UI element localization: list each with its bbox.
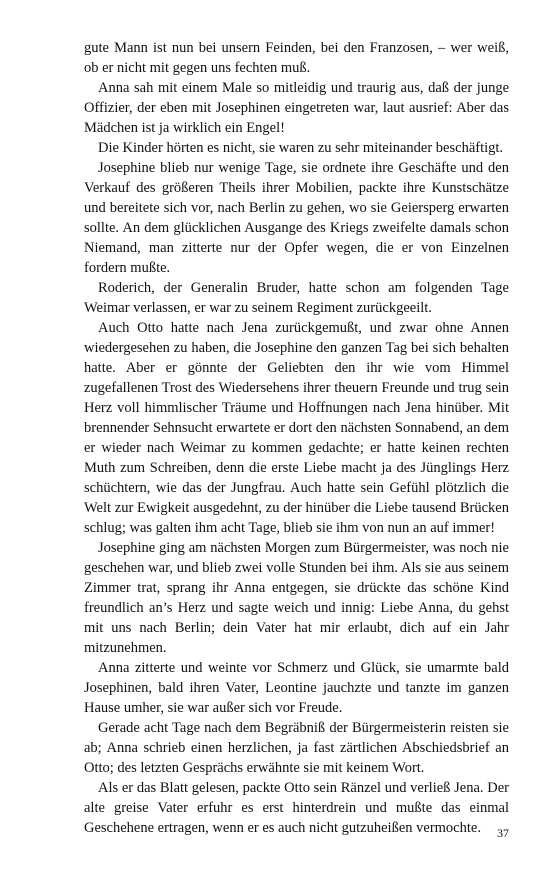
body-text bbox=[84, 38, 509, 838]
paragraph: Auch Otto hatte nach Jena zurückgemußt, und zwar ohne Annen wiedergesehen zu haben, die Josephine den ganzen Tag bei sich behalten hatte. Aber er gönnte der Geliebten den ihr wie vom Himmel zugefallenen Trost des Wiedersehens ihrer theuern Freunde und trug sein Herz voll himmlischer Träume und Hoffnungen nach Jena hinüber. Mit brennender Sehnsucht erwartete er dort den nächsten Sonnabend, an dem er wieder nach Weimar zu kommen gedachte; er hatte keinen rechten Muth zum Schreiben, denn die erste Liebe macht ja des Jünglings Herz schüchtern, wie das der Jungfrau. Auch hatte sein Gefühl plötzlich die Welt zur Ewigkeit ausgedehnt, zu der hinüber die Liebe tausend Brücken schlug; was galten ihm acht Tage, blieb sie ihm von nun an auf immer! bbox=[84, 320, 509, 536]
paragraph: Josephine ging am nächsten Morgen zum Bürgermeister, was noch nie geschehen war, und blieb zwei volle Stunden bei ihm. Als sie aus seinem Zimmer trat, sprang ihr Anna entgegen, sie drückte das schöne Kind freundlich an’s Herz und sagte weich und innig: Liebe Anna, du gehst mit uns nach Berlin; dein Vater hat mir erlaubt, dich auf ein Jahr mitzunehmen. bbox=[84, 540, 509, 656]
paragraph: Roderich, der Generalin Bruder, hatte schon am folgenden Tage Weimar verlassen, er war zu seinem Regiment zurückgeeilt. bbox=[84, 280, 509, 316]
paragraph: Gerade acht Tage nach dem Begräbniß der Bürgermeisterin reisten sie ab; Anna schrieb einen herzlichen, ja fast zärtlichen Abschiedsbrief an Otto; des letzten Gesprächs erwähnte sie mit keinem Wort. bbox=[84, 720, 509, 776]
paragraph: Die Kinder hörten es nicht, sie waren zu sehr miteinander beschäftigt. bbox=[98, 140, 504, 156]
paragraph: Anna zitterte und weinte vor Schmerz und Glück, sie umarmte bald Josephinen, bald ihren Vater, Leontine jauchzte und tanzte im ganzen Hause umher, sie war außer sich vor Freude. bbox=[84, 660, 509, 716]
paragraph: Als er das Blatt gelesen, packte Otto sein Ränzel und verließ Jena. Der alte greise Vater erfuhr es erst hinterdrein und mußte das einmal Geschehene ertragen, wenn er es auch nicht gutzuheißen vermochte. bbox=[84, 780, 509, 836]
paragraph: Anna sah mit einem Male so mitleidig und traurig aus, daß der junge Offizier, der eben mit Josephinen eingetreten war, laut ausrief: Aber das Mädchen ist ja wirklich ein Engel! bbox=[84, 80, 509, 136]
paragraph: Josephine blieb nur wenige Tage, sie ordnete ihre Geschäfte und den Verkauf des größeren Theils ihrer Mobilien, packte ihre Kunstschätze und bereitete sich vor, nach Berlin zu gehen, wo sie Geiersperg erwarten sollte. An dem glücklichen Ausgange des Kriegs zweifelte damals schon Niemand, man zitterte nur der Opfer wegen, die er von Einzelnen fordern mußte. bbox=[84, 160, 509, 276]
page-number: 37 bbox=[497, 826, 509, 840]
paragraph: gute Mann ist nun bei unsern Feinden, bei den Franzosen, – wer weiß, ob er nicht mit gegen uns fechten muß. bbox=[84, 40, 509, 76]
